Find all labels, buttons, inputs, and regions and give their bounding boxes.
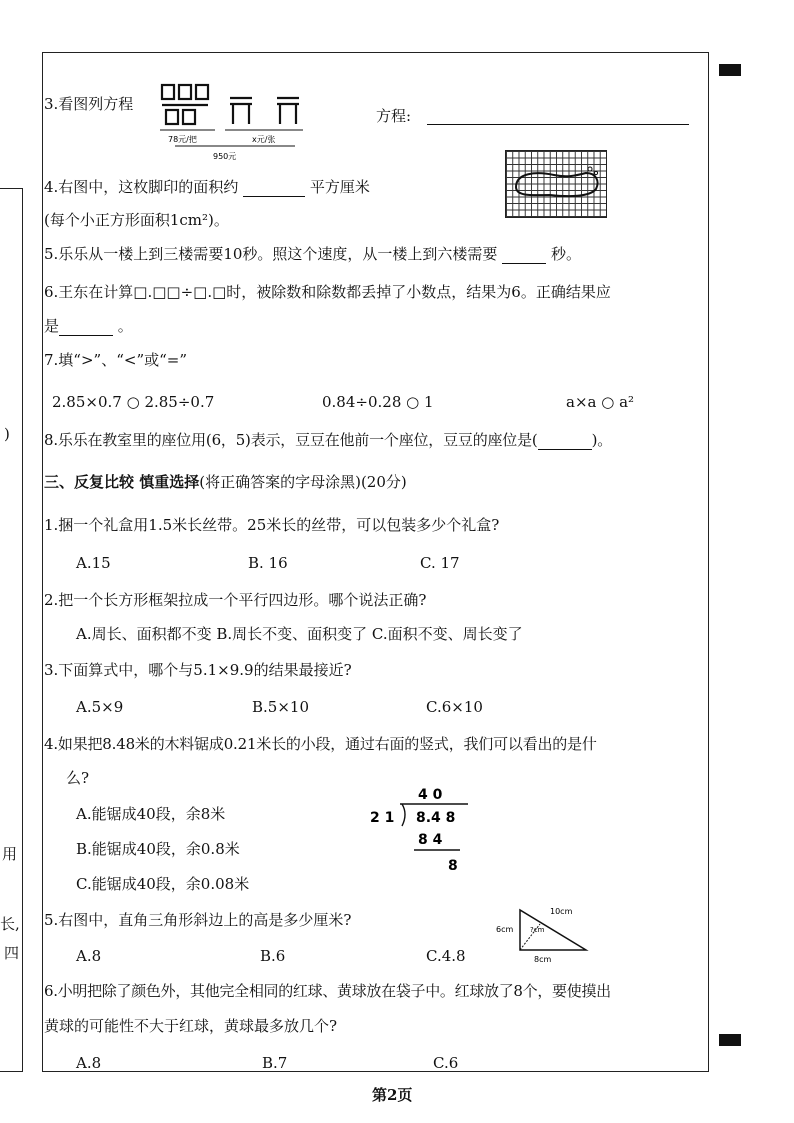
q4-answer-blank[interactable] — [243, 180, 305, 197]
q3-equation-label: 方程: — [376, 107, 412, 125]
margin-text-yong: 用 — [2, 845, 18, 863]
q4-prompt: 4.右图中，这枚脚印的面积约 平方厘米 — [44, 178, 370, 196]
div-divisor: 2 1 — [370, 810, 395, 826]
q6-prompt: 6.王东在计算□.□□÷□.□时，被除数和除数都丢掉了小数点，结果为6。正确结果应 — [44, 283, 611, 301]
triangle-side-left: 6cm — [496, 925, 514, 934]
triangle-height-label: ?cm — [530, 926, 545, 934]
s3-q1-prompt: 1.捆一个礼盒用1.5米长丝带。25米长的丝带，可以包装多少个礼盒? — [44, 516, 500, 534]
s3-q3-option-b[interactable]: B.5×10 — [252, 698, 309, 716]
q5-answer-blank[interactable] — [502, 247, 546, 264]
s3-q1-option-c[interactable]: C. 17 — [420, 554, 460, 572]
s3-q5-option-b[interactable]: B.6 — [260, 947, 286, 965]
q8-prompt: 8.乐乐在教室里的座位用(6，5)表示，豆豆在他前一个座位，豆豆的座位是( )。 — [44, 431, 613, 449]
s3-q3-option-a[interactable]: A.5×9 — [76, 698, 124, 716]
s3-q3-prompt: 3.下面算式中，哪个与5.1×9.9的结果最接近? — [44, 661, 352, 679]
section3-heading: 三、反复比较 慎重选择(将正确答案的字母涂黑)(20分) — [44, 473, 407, 491]
q7-expr2[interactable]: 0.84÷0.28 ○ 1 — [322, 393, 434, 411]
s3-q4-prompt-cont: 么? — [66, 769, 90, 787]
div-remainder: 8 — [448, 858, 458, 874]
q7-prompt: 7.填“>”、“<”或“=” — [44, 351, 188, 369]
s3-q6-prompt: 6.小明把除了颜色外，其他完全相同的红球、黄球放在袋子中。红球放了8个，要使摸出 — [44, 982, 611, 1000]
s3-q6-option-c[interactable]: C.6 — [433, 1054, 459, 1072]
registration-mark-top — [719, 64, 741, 76]
s3-q6-option-b[interactable]: B.7 — [262, 1054, 288, 1072]
s3-q6-prompt-cont: 黄球的可能性不大于红球，黄球最多放几个? — [44, 1017, 338, 1035]
q4-note: (每个小正方形面积1cm²)。 — [44, 211, 229, 229]
s3-q6-option-a[interactable]: A.8 — [76, 1054, 102, 1072]
triangle-side-bottom: 8cm — [534, 955, 552, 964]
s3-q5-option-a[interactable]: A.8 — [76, 947, 102, 965]
margin-text-chang: 长, — [0, 915, 20, 933]
q3-equation-blank[interactable] — [427, 106, 689, 125]
s3-q4-option-c[interactable]: C.能锯成40段，余0.08米 — [76, 875, 250, 893]
q3-figure-chairs-tables — [155, 80, 315, 162]
q8-answer-blank[interactable] — [538, 433, 592, 450]
s3-q1-option-b[interactable]: B. 16 — [248, 554, 288, 572]
q7-expr1[interactable]: 2.85×0.7 ○ 2.85÷0.7 — [52, 393, 215, 411]
long-division-figure — [364, 782, 474, 878]
s3-q5-prompt: 5.右图中，直角三角形斜边上的高是多少厘米? — [44, 911, 352, 929]
s3-q4-prompt: 4.如果把8.48米的木料锯成0.21米长的小段，通过右面的竖式，我们可以看出的是什 — [44, 735, 597, 753]
s3-q5-option-c[interactable]: C.4.8 — [426, 947, 466, 965]
s3-q1-option-a[interactable]: A.15 — [76, 554, 111, 572]
q5-prompt: 5.乐乐从一楼上到三楼需要10秒。照这个速度，从一楼上到六楼需要 秒。 — [44, 245, 581, 263]
s3-q2-options[interactable]: A.周长、面积都不变 B.周长不变、面积变了 C.面积不变、周长变了 — [76, 625, 523, 643]
binding-margin-box — [0, 188, 23, 1072]
s3-q4-option-a[interactable]: A.能锯成40段，余8米 — [76, 805, 226, 823]
div-dividend: 8.4 8 — [416, 810, 456, 826]
page-number: 第2页 — [372, 1086, 413, 1104]
right-triangle-figure — [494, 902, 598, 964]
q6-prompt-cont: 是 。 — [44, 317, 133, 335]
q3-prompt: 3.看图列方程 — [44, 95, 134, 113]
footprint-grid — [505, 150, 607, 218]
s3-q3-option-c[interactable]: C.6×10 — [426, 698, 483, 716]
margin-paren: ) — [4, 425, 10, 443]
q3-table-price: x元/张 — [252, 135, 276, 144]
registration-mark-bottom — [719, 1034, 741, 1046]
s3-q2-prompt: 2.把一个长方形框架拉成一个平行四边形。哪个说法正确? — [44, 591, 427, 609]
q3-chair-price: 78元/把 — [168, 135, 197, 144]
q3-total: 950元 — [213, 152, 237, 161]
q7-expr3[interactable]: a×a ○ a² — [566, 393, 635, 411]
div-quotient: 4 0 — [418, 787, 443, 803]
div-product: 8 4 — [418, 832, 443, 848]
q6-answer-blank[interactable] — [59, 319, 113, 336]
triangle-side-hyp: 10cm — [550, 907, 573, 916]
s3-q4-option-b[interactable]: B.能锯成40段，余0.8米 — [76, 840, 240, 858]
margin-text-si: 四 — [4, 944, 20, 962]
